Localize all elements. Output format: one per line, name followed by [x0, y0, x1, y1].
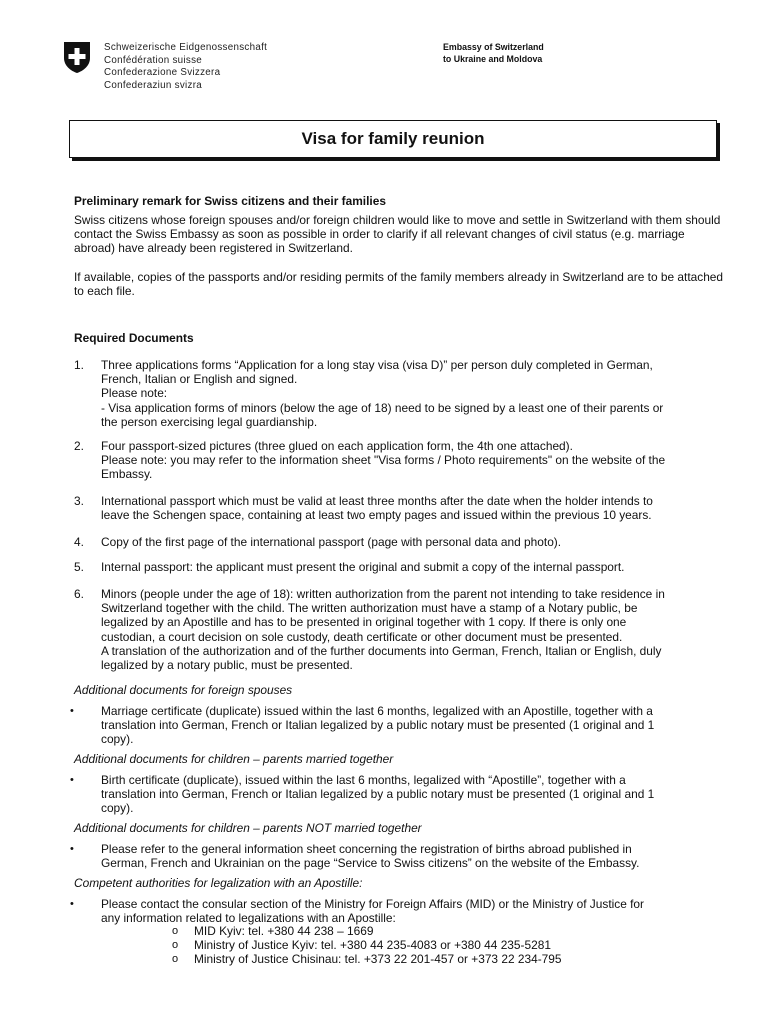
- federation-names: [104, 42, 267, 92]
- fed-name-de: Schweizerische Eidgenossenschaft: [104, 42, 268, 53]
- item-line: any information related to legalizations with an Apostille:: [101, 911, 396, 926]
- item-number-5: 5.: [74, 560, 84, 574]
- circle-bullet-icon: o: [172, 939, 179, 951]
- required-item-6: [101, 587, 723, 672]
- preliminary-heading: Preliminary remark for Swiss citizens and their families: [74, 194, 386, 208]
- item-line: Minors (people under the age of 18): written authorization from the parent not intending to take residence in: [101, 587, 665, 601]
- item-line: Embassy.: [101, 467, 153, 482]
- item-line: Marriage certificate (duplicate) issued within the last 6 months, legalized with an Apostille, together with a: [101, 704, 653, 718]
- competent-authorities-heading: Competent authorities for legalization with an Apostille:: [74, 876, 363, 890]
- preliminary-paragraph-1: Swiss citizens whose foreign spouses and/or foreign children would like to move and settle in Switzerland with them should contact the Swiss Embassy as soon as possible in order to clarify if all relevant changes of civil status (e.g. marriage abroad) have already been registered in Switzerland.: [74, 213, 721, 256]
- circle-bullet-icon: o: [172, 953, 179, 965]
- required-item-4: [101, 535, 723, 549]
- item-line: legalized by an Apostille and has to be presented in original together with 1 copy. If there is only one: [101, 615, 627, 630]
- fed-name-fr: Confédération suisse: [104, 54, 203, 66]
- competent-authorities-text: [101, 897, 723, 925]
- item-number-4: 4.: [74, 535, 84, 549]
- item-line: - Visa application forms of minors (below the age of 18) need to be signed by a least one of their parents or: [101, 400, 664, 415]
- item-line: Please contact the consular section of the Ministry for Foreign Affairs (MID) or the Ministry of Justice for: [101, 897, 644, 911]
- item-line: Four passport-sized pictures (three glued on each application form, the 4th one attached).: [101, 439, 573, 453]
- item-line: translation into German, French or Italian legalized by a public notary must be presented (1 original and 1: [101, 718, 655, 733]
- required-item-3: [101, 494, 723, 522]
- preliminary-paragraph-2: If available, copies of the passports and/or residing permits of the family members already in Switzerland are to be attached to each file.: [74, 270, 724, 299]
- fed-name-it: Confederazione Svizzera: [104, 67, 221, 79]
- title-box: [69, 120, 717, 158]
- additional-spouses-text: [101, 704, 723, 747]
- embassy-line-2: to Ukraine and Moldova: [443, 53, 543, 64]
- bullet-icon: •: [70, 774, 74, 786]
- item-line: translation into German, French or Italian legalized by a public notary must be presented (1 original and 1: [101, 787, 655, 802]
- item-line: Switzerland together with the child. The written authorization must have a stamp of a Notary public, be: [101, 601, 638, 616]
- contact-justice-kyiv: Ministry of Justice Kyiv: tel. +380 44 235-4083 or +380 44 235-5281: [194, 938, 551, 952]
- bullet-icon: •: [70, 843, 74, 855]
- required-item-5: [101, 560, 723, 574]
- additional-children-not-married-heading: Additional documents for children – parents NOT married together: [74, 821, 422, 835]
- item-line: the person exercising legal guardianship.: [101, 414, 318, 429]
- swiss-crest-icon: [63, 41, 91, 74]
- circle-bullet-icon: o: [172, 925, 179, 937]
- item-number-2: 2.: [74, 439, 84, 453]
- embassy-line-1: Embassy of Switzerland: [443, 42, 544, 52]
- required-item-1: [101, 358, 723, 429]
- additional-spouses-heading: Additional documents for foreign spouses: [74, 683, 293, 697]
- bullet-icon: •: [70, 705, 74, 717]
- item-line: custodian, a court decision on sole custody, death certificate or other document must be presented.: [101, 629, 623, 644]
- item-line: Please note:: [101, 386, 168, 401]
- page-title: Visa for family reunion: [301, 129, 485, 148]
- required-item-2: [101, 439, 723, 482]
- item-number-6: 6.: [74, 587, 84, 601]
- bullet-icon: •: [70, 898, 74, 910]
- item-number-3: 3.: [74, 494, 84, 508]
- required-documents-heading: Required Documents: [74, 331, 194, 345]
- contact-justice-chisinau: Ministry of Justice Chisinau: tel. +373 22 201-457 or +373 22 234-795: [194, 952, 562, 966]
- item-line: Internal passport: the applicant must present the original and submit a copy of the internal passport.: [101, 560, 625, 574]
- item-line: Copy of the first page of the international passport (page with personal data and photo).: [101, 535, 562, 549]
- embassy-address: [443, 42, 544, 65]
- additional-children-married-heading: Additional documents for children – parents married together: [74, 752, 394, 766]
- item-line: Please note: you may refer to the information sheet "Visa forms / Photo requirements" on the website of the: [101, 453, 666, 468]
- item-number-1: 1.: [74, 358, 84, 372]
- item-line: French, Italian or English and signed.: [101, 372, 298, 387]
- item-line: leave the Schengen space, containing at least two empty pages and issued within the previous 10 years.: [101, 508, 652, 523]
- item-line: A translation of the authorization and of the further documents into German, French, Italian or English, duly: [101, 643, 662, 658]
- fed-name-rm: Confederaziun svizra: [104, 79, 203, 91]
- item-line: German, French and Ukrainian on the page “Service to Swiss citizens” on the website of the Embassy.: [101, 856, 640, 871]
- item-line: legalized by a notary public, must be presented.: [101, 658, 353, 673]
- item-line: International passport which must be valid at least three months after the date when the holder intends to: [101, 494, 653, 508]
- item-line: Birth certificate (duplicate), issued within the last 6 months, legalized with “Apostille”, together with a: [101, 773, 626, 787]
- item-line: Three applications forms “Application for a long stay visa (visa D)” per person duly completed in German,: [101, 358, 653, 372]
- item-line: copy).: [101, 801, 134, 816]
- contact-mid-kyiv: MID Kyiv: tel. +380 44 238 – 1669: [194, 924, 374, 938]
- item-line: copy).: [101, 732, 134, 747]
- additional-children-not-married-text: [101, 842, 723, 870]
- additional-children-married-text: [101, 773, 723, 816]
- item-line: Please refer to the general information sheet concerning the registration of births abroad published in: [101, 842, 632, 856]
